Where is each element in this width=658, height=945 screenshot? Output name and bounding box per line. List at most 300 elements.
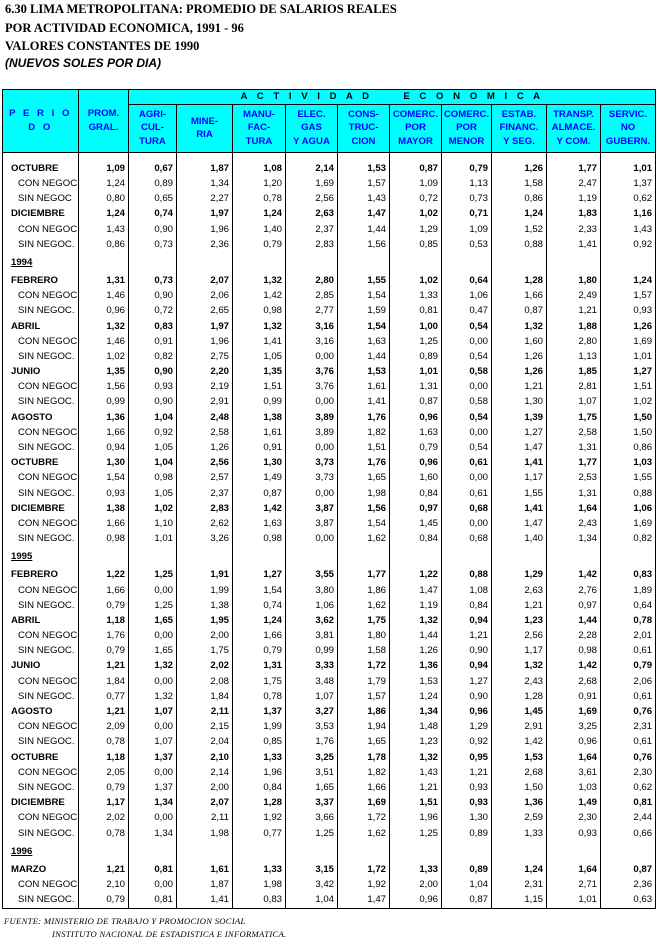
title-line-2: POR ACTIVIDAD ECONOMICA, 1991 - 96 xyxy=(5,21,244,35)
value-cell: 2,36 xyxy=(601,877,656,892)
value-cell xyxy=(177,547,233,568)
value-cell: 2,37 xyxy=(286,222,338,237)
value-cell: 1,50 xyxy=(601,425,656,440)
value-cell: 1,07 xyxy=(286,689,338,704)
value-cell: 1,48 xyxy=(390,720,442,735)
value-cell: 1,72 xyxy=(338,811,390,826)
value-cell xyxy=(547,252,601,273)
value-cell: 0,74 xyxy=(233,598,286,613)
value-cell: 1,36 xyxy=(492,796,547,811)
period-label: CON NEGOC xyxy=(3,289,79,304)
value-cell: 3,73 xyxy=(286,456,338,471)
value-cell: 0,89 xyxy=(129,177,177,192)
value-cell: 1,04 xyxy=(286,892,338,908)
value-cell: 2,06 xyxy=(601,674,656,689)
value-cell: 1,21 xyxy=(79,862,129,877)
value-cell: 1,23 xyxy=(492,613,547,628)
value-cell: 1,02 xyxy=(601,395,656,410)
header-column xyxy=(492,104,547,152)
value-cell: 0,65 xyxy=(129,192,177,207)
value-cell: 1,22 xyxy=(79,568,129,583)
value-cell: 0,61 xyxy=(601,644,656,659)
value-cell: 1,69 xyxy=(601,516,656,531)
value-cell: 1,17 xyxy=(492,471,547,486)
value-cell: 1,53 xyxy=(338,161,390,176)
value-cell: 1,09 xyxy=(442,222,492,237)
value-cell: 0,79 xyxy=(79,644,129,659)
value-cell: 0,79 xyxy=(79,892,129,908)
value-cell xyxy=(286,252,338,273)
value-cell: 0,83 xyxy=(601,568,656,583)
table-row xyxy=(3,273,656,288)
value-cell: 2,05 xyxy=(79,765,129,780)
value-cell: 1,01 xyxy=(601,161,656,176)
value-cell: 0,79 xyxy=(79,780,129,795)
value-cell: 1,80 xyxy=(338,628,390,643)
value-cell: 1,42 xyxy=(547,568,601,583)
period-label: CON NEGOC xyxy=(3,425,79,440)
header-column-line: CONS- xyxy=(348,108,379,120)
value-cell: 1,32 xyxy=(233,273,286,288)
value-cell: 2,36 xyxy=(177,237,233,252)
value-cell: 0,90 xyxy=(129,365,177,380)
value-cell: 1,21 xyxy=(442,765,492,780)
value-cell: 1,24 xyxy=(601,273,656,288)
value-cell xyxy=(601,547,656,568)
value-cell xyxy=(492,841,547,862)
value-cell: 2,30 xyxy=(547,811,601,826)
value-cell: 0,54 xyxy=(442,349,492,364)
value-cell: 1,43 xyxy=(390,765,442,780)
value-cell: 0,79 xyxy=(233,644,286,659)
value-cell: 1,40 xyxy=(492,532,547,547)
header-column-line: RIA xyxy=(196,129,213,141)
value-cell: 0,73 xyxy=(129,237,177,252)
value-cell: 0,61 xyxy=(442,486,492,501)
value-cell xyxy=(129,841,177,862)
period-label: CON NEGOC xyxy=(3,380,79,395)
value-cell: 1,49 xyxy=(547,796,601,811)
value-cell: 0,54 xyxy=(442,440,492,455)
value-cell: 1,06 xyxy=(286,598,338,613)
value-cell: 1,03 xyxy=(601,456,656,471)
value-cell: 1,31 xyxy=(233,659,286,674)
table-row xyxy=(3,826,656,841)
value-cell: 1,13 xyxy=(547,349,601,364)
value-cell: 1,96 xyxy=(177,222,233,237)
value-cell: 1,41 xyxy=(547,237,601,252)
value-cell: 3,81 xyxy=(286,628,338,643)
table-row xyxy=(3,501,656,516)
header-column xyxy=(233,104,286,152)
value-cell: 1,27 xyxy=(601,365,656,380)
value-cell: 1,44 xyxy=(547,613,601,628)
value-cell: 0,72 xyxy=(390,192,442,207)
value-cell: 0,79 xyxy=(442,161,492,176)
value-cell xyxy=(233,252,286,273)
table-row xyxy=(3,192,656,207)
year-row xyxy=(3,841,656,862)
value-cell: 2,27 xyxy=(177,192,233,207)
value-cell: 0,94 xyxy=(79,440,129,455)
table-row xyxy=(3,334,656,349)
period-label: SIN NEGOC. xyxy=(3,598,79,613)
value-cell: 2,68 xyxy=(492,765,547,780)
value-cell: 1,39 xyxy=(492,410,547,425)
header-column-line: MENOR xyxy=(448,136,485,148)
period-label: DICIEMBRE xyxy=(3,501,79,516)
value-cell: 1,44 xyxy=(390,628,442,643)
value-cell: 1,66 xyxy=(79,425,129,440)
value-cell: 1,46 xyxy=(79,289,129,304)
value-cell: 0,81 xyxy=(601,796,656,811)
value-cell: 3,16 xyxy=(286,334,338,349)
value-cell: 0,84 xyxy=(390,532,442,547)
period-label: FEBRERO xyxy=(3,273,79,288)
value-cell: 1,63 xyxy=(233,516,286,531)
value-cell: 0,78 xyxy=(79,735,129,750)
value-cell xyxy=(177,152,233,161)
value-cell: 0,47 xyxy=(442,304,492,319)
value-cell xyxy=(286,841,338,862)
value-cell: 0,98 xyxy=(233,304,286,319)
value-cell: 0,83 xyxy=(129,319,177,334)
period-label: SIN NEGOC. xyxy=(3,532,79,547)
table-row xyxy=(3,349,656,364)
value-cell: 0,92 xyxy=(442,735,492,750)
value-cell: 0,00 xyxy=(129,674,177,689)
value-cell: 0,87 xyxy=(233,486,286,501)
table-row xyxy=(3,304,656,319)
value-cell: 0,66 xyxy=(601,826,656,841)
value-cell: 1,62 xyxy=(338,826,390,841)
salary-table xyxy=(2,89,656,909)
value-cell: 1,66 xyxy=(79,516,129,531)
value-cell: 0,00 xyxy=(442,471,492,486)
table-row xyxy=(3,380,656,395)
value-cell: 2,53 xyxy=(547,471,601,486)
value-cell: 2,37 xyxy=(177,486,233,501)
value-cell: 3,76 xyxy=(286,380,338,395)
value-cell: 0,92 xyxy=(129,425,177,440)
table-row xyxy=(3,410,656,425)
period-label: CON NEGOC xyxy=(3,222,79,237)
value-cell: 3,15 xyxy=(286,862,338,877)
value-cell: 1,82 xyxy=(338,765,390,780)
value-cell: 0,84 xyxy=(390,486,442,501)
value-cell: 0,99 xyxy=(286,644,338,659)
value-cell: 1,83 xyxy=(547,207,601,222)
value-cell: 0,91 xyxy=(129,334,177,349)
table-row xyxy=(3,425,656,440)
value-cell: 3,16 xyxy=(286,319,338,334)
value-cell xyxy=(442,841,492,862)
value-cell: 1,60 xyxy=(492,334,547,349)
value-cell: 0,79 xyxy=(233,237,286,252)
value-cell: 1,66 xyxy=(79,583,129,598)
value-cell: 0,87 xyxy=(492,304,547,319)
value-cell: 1,37 xyxy=(129,750,177,765)
value-cell: 1,44 xyxy=(338,349,390,364)
value-cell: 1,65 xyxy=(286,780,338,795)
value-cell xyxy=(601,252,656,273)
value-cell: 1,98 xyxy=(233,877,286,892)
table-row xyxy=(3,689,656,704)
value-cell: 0,89 xyxy=(390,349,442,364)
value-cell: 1,34 xyxy=(129,796,177,811)
value-cell: 1,18 xyxy=(79,613,129,628)
value-cell: 1,99 xyxy=(177,583,233,598)
value-cell: 0,87 xyxy=(390,161,442,176)
value-cell xyxy=(547,547,601,568)
header-column-line: ELEC. xyxy=(297,108,326,120)
value-cell: 3,66 xyxy=(286,811,338,826)
value-cell: 1,28 xyxy=(492,689,547,704)
header-column xyxy=(338,104,390,152)
value-cell xyxy=(390,547,442,568)
period-label: SIN NEGOC. xyxy=(3,395,79,410)
header-prom-line: PROM. xyxy=(87,108,120,120)
value-cell: 1,47 xyxy=(492,516,547,531)
value-cell: 1,58 xyxy=(338,644,390,659)
period-label: CON NEGOC xyxy=(3,877,79,892)
value-cell: 1,21 xyxy=(492,598,547,613)
header-column-line: AGRI- xyxy=(138,108,167,120)
table-row xyxy=(3,750,656,765)
value-cell: 1,37 xyxy=(129,780,177,795)
header-column-line: CUL- xyxy=(141,122,164,134)
value-cell: 1,61 xyxy=(233,425,286,440)
value-cell: 1,29 xyxy=(390,222,442,237)
value-cell: 0,99 xyxy=(233,395,286,410)
period-label: MARZO xyxy=(3,862,79,877)
value-cell: 1,27 xyxy=(442,674,492,689)
period-label: 1994 xyxy=(3,252,79,273)
value-cell: 0,78 xyxy=(601,613,656,628)
value-cell: 0,00 xyxy=(129,628,177,643)
value-cell xyxy=(286,152,338,161)
value-cell: 0,72 xyxy=(129,304,177,319)
value-cell: 1,62 xyxy=(338,532,390,547)
value-cell: 1,35 xyxy=(233,365,286,380)
value-cell: 1,04 xyxy=(129,456,177,471)
value-cell: 1,05 xyxy=(233,349,286,364)
value-cell: 0,83 xyxy=(233,892,286,908)
value-cell: 1,75 xyxy=(338,613,390,628)
value-cell: 1,65 xyxy=(338,471,390,486)
value-cell: 0,00 xyxy=(286,532,338,547)
table-row xyxy=(3,319,656,334)
value-cell: 1,42 xyxy=(233,289,286,304)
value-cell: 0,58 xyxy=(442,365,492,380)
value-cell: 1,69 xyxy=(601,334,656,349)
subtitle: (NUEVOS SOLES POR DIA) xyxy=(5,56,162,70)
value-cell: 0,00 xyxy=(442,516,492,531)
value-cell: 1,57 xyxy=(338,689,390,704)
table-row xyxy=(3,583,656,598)
period-label: 1995 xyxy=(3,547,79,568)
value-cell: 1,45 xyxy=(492,704,547,719)
value-cell: 0,74 xyxy=(129,207,177,222)
table-row xyxy=(3,674,656,689)
value-cell: 0,90 xyxy=(129,289,177,304)
value-cell: 1,86 xyxy=(338,583,390,598)
value-cell: 1,85 xyxy=(547,365,601,380)
value-cell: 1,47 xyxy=(338,892,390,908)
value-cell: 1,51 xyxy=(601,380,656,395)
value-cell: 1,98 xyxy=(338,486,390,501)
value-cell: 0,90 xyxy=(442,689,492,704)
value-cell: 2,58 xyxy=(177,425,233,440)
period-label: ABRIL xyxy=(3,319,79,334)
value-cell: 1,02 xyxy=(390,273,442,288)
value-cell: 0,93 xyxy=(129,380,177,395)
header-column-line: SERVIC. xyxy=(608,108,648,120)
period-label: CON NEGOC xyxy=(3,765,79,780)
value-cell: 1,01 xyxy=(390,365,442,380)
value-cell: 1,75 xyxy=(177,644,233,659)
header-column-line: MANU- xyxy=(243,108,275,120)
value-cell: 1,76 xyxy=(338,456,390,471)
value-cell: 0,87 xyxy=(601,862,656,877)
value-cell: 0,78 xyxy=(79,826,129,841)
value-cell: 2,80 xyxy=(286,273,338,288)
value-cell: 0,64 xyxy=(601,598,656,613)
header-column-line: ESTAB. xyxy=(501,108,537,120)
value-cell: 1,46 xyxy=(79,334,129,349)
value-cell: 2,00 xyxy=(177,780,233,795)
value-cell: 0,96 xyxy=(547,735,601,750)
value-cell: 0,82 xyxy=(601,532,656,547)
period-label: CON NEGOC xyxy=(3,720,79,735)
period-label: FEBRERO xyxy=(3,568,79,583)
value-cell: 0,76 xyxy=(601,704,656,719)
value-cell: 2,30 xyxy=(601,765,656,780)
value-cell: 0,76 xyxy=(601,750,656,765)
value-cell: 1,45 xyxy=(390,516,442,531)
value-cell: 1,40 xyxy=(233,222,286,237)
value-cell: 1,98 xyxy=(177,826,233,841)
value-cell xyxy=(79,547,129,568)
value-cell: 0,91 xyxy=(233,440,286,455)
value-cell xyxy=(233,841,286,862)
table-row xyxy=(3,365,656,380)
value-cell: 0,64 xyxy=(442,273,492,288)
period-label: ABRIL xyxy=(3,613,79,628)
value-cell: 0,94 xyxy=(442,613,492,628)
value-cell: 2,10 xyxy=(79,877,129,892)
value-cell xyxy=(79,152,129,161)
value-cell: 2,14 xyxy=(286,161,338,176)
value-cell: 1,28 xyxy=(492,273,547,288)
header-column xyxy=(442,104,492,152)
value-cell xyxy=(390,841,442,862)
value-cell: 1,26 xyxy=(177,440,233,455)
value-cell: 1,66 xyxy=(338,780,390,795)
value-cell: 2,77 xyxy=(286,304,338,319)
value-cell: 2,43 xyxy=(547,516,601,531)
value-cell: 0,96 xyxy=(442,704,492,719)
value-cell: 1,53 xyxy=(492,750,547,765)
header-column-line: FINANC. xyxy=(499,122,539,134)
value-cell: 1,43 xyxy=(601,222,656,237)
value-cell: 2,62 xyxy=(177,516,233,531)
value-cell xyxy=(492,152,547,161)
value-cell: 1,01 xyxy=(129,532,177,547)
value-cell: 1,57 xyxy=(338,177,390,192)
table-row xyxy=(3,613,656,628)
table-row xyxy=(3,395,656,410)
period-label: CON NEGOC xyxy=(3,811,79,826)
value-cell: 2,56 xyxy=(177,456,233,471)
value-cell: 1,23 xyxy=(390,735,442,750)
value-cell: 2,19 xyxy=(177,380,233,395)
value-cell: 1,94 xyxy=(338,720,390,735)
value-cell: 1,53 xyxy=(338,365,390,380)
period-label: SIN NEGOC. xyxy=(3,486,79,501)
period-label: SIN NEGOC. xyxy=(3,237,79,252)
value-cell: 1,31 xyxy=(390,380,442,395)
period-label: JUNIO xyxy=(3,659,79,674)
table-row xyxy=(3,720,656,735)
period-label: AGOSTO xyxy=(3,410,79,425)
value-cell: 2,91 xyxy=(492,720,547,735)
value-cell: 1,32 xyxy=(233,319,286,334)
period-label: SIN NEGOC. xyxy=(3,735,79,750)
value-cell: 0,77 xyxy=(79,689,129,704)
value-cell: 1,17 xyxy=(492,644,547,659)
value-cell: 0,85 xyxy=(390,237,442,252)
value-cell: 1,07 xyxy=(129,704,177,719)
header-gral-line: GRAL. xyxy=(88,121,119,133)
value-cell: 1,42 xyxy=(233,501,286,516)
header-actividad: A C T I V I D A D E C O N O M I C A xyxy=(129,90,656,105)
value-cell: 0,92 xyxy=(601,237,656,252)
value-cell: 2,75 xyxy=(177,349,233,364)
value-cell: 1,65 xyxy=(129,644,177,659)
value-cell: 1,52 xyxy=(492,222,547,237)
value-cell: 3,51 xyxy=(286,765,338,780)
year-row xyxy=(3,252,656,273)
value-cell: 3,80 xyxy=(286,583,338,598)
value-cell: 1,04 xyxy=(129,410,177,425)
table-row xyxy=(3,659,656,674)
table-row xyxy=(3,628,656,643)
value-cell: 1,26 xyxy=(492,349,547,364)
value-cell: 1,24 xyxy=(79,207,129,222)
value-cell: 1,27 xyxy=(492,425,547,440)
value-cell: 2,83 xyxy=(177,501,233,516)
value-cell: 1,41 xyxy=(233,334,286,349)
period-label: SIN NEGOC. xyxy=(3,440,79,455)
table-row xyxy=(3,532,656,547)
value-cell: 0,89 xyxy=(442,862,492,877)
value-cell: 1,01 xyxy=(601,349,656,364)
value-cell: 2,71 xyxy=(547,877,601,892)
header-periodo: P E R I O D O xyxy=(3,90,79,153)
value-cell: 1,07 xyxy=(129,735,177,750)
value-cell: 1,32 xyxy=(390,613,442,628)
value-cell: 1,05 xyxy=(129,486,177,501)
value-cell: 3,87 xyxy=(286,501,338,516)
value-cell: 1,54 xyxy=(338,319,390,334)
value-cell: 0,78 xyxy=(233,689,286,704)
value-cell: 2,68 xyxy=(547,674,601,689)
value-cell: 1,54 xyxy=(233,583,286,598)
value-cell xyxy=(129,152,177,161)
period-label: SIN NEGOC. xyxy=(3,689,79,704)
value-cell xyxy=(390,252,442,273)
